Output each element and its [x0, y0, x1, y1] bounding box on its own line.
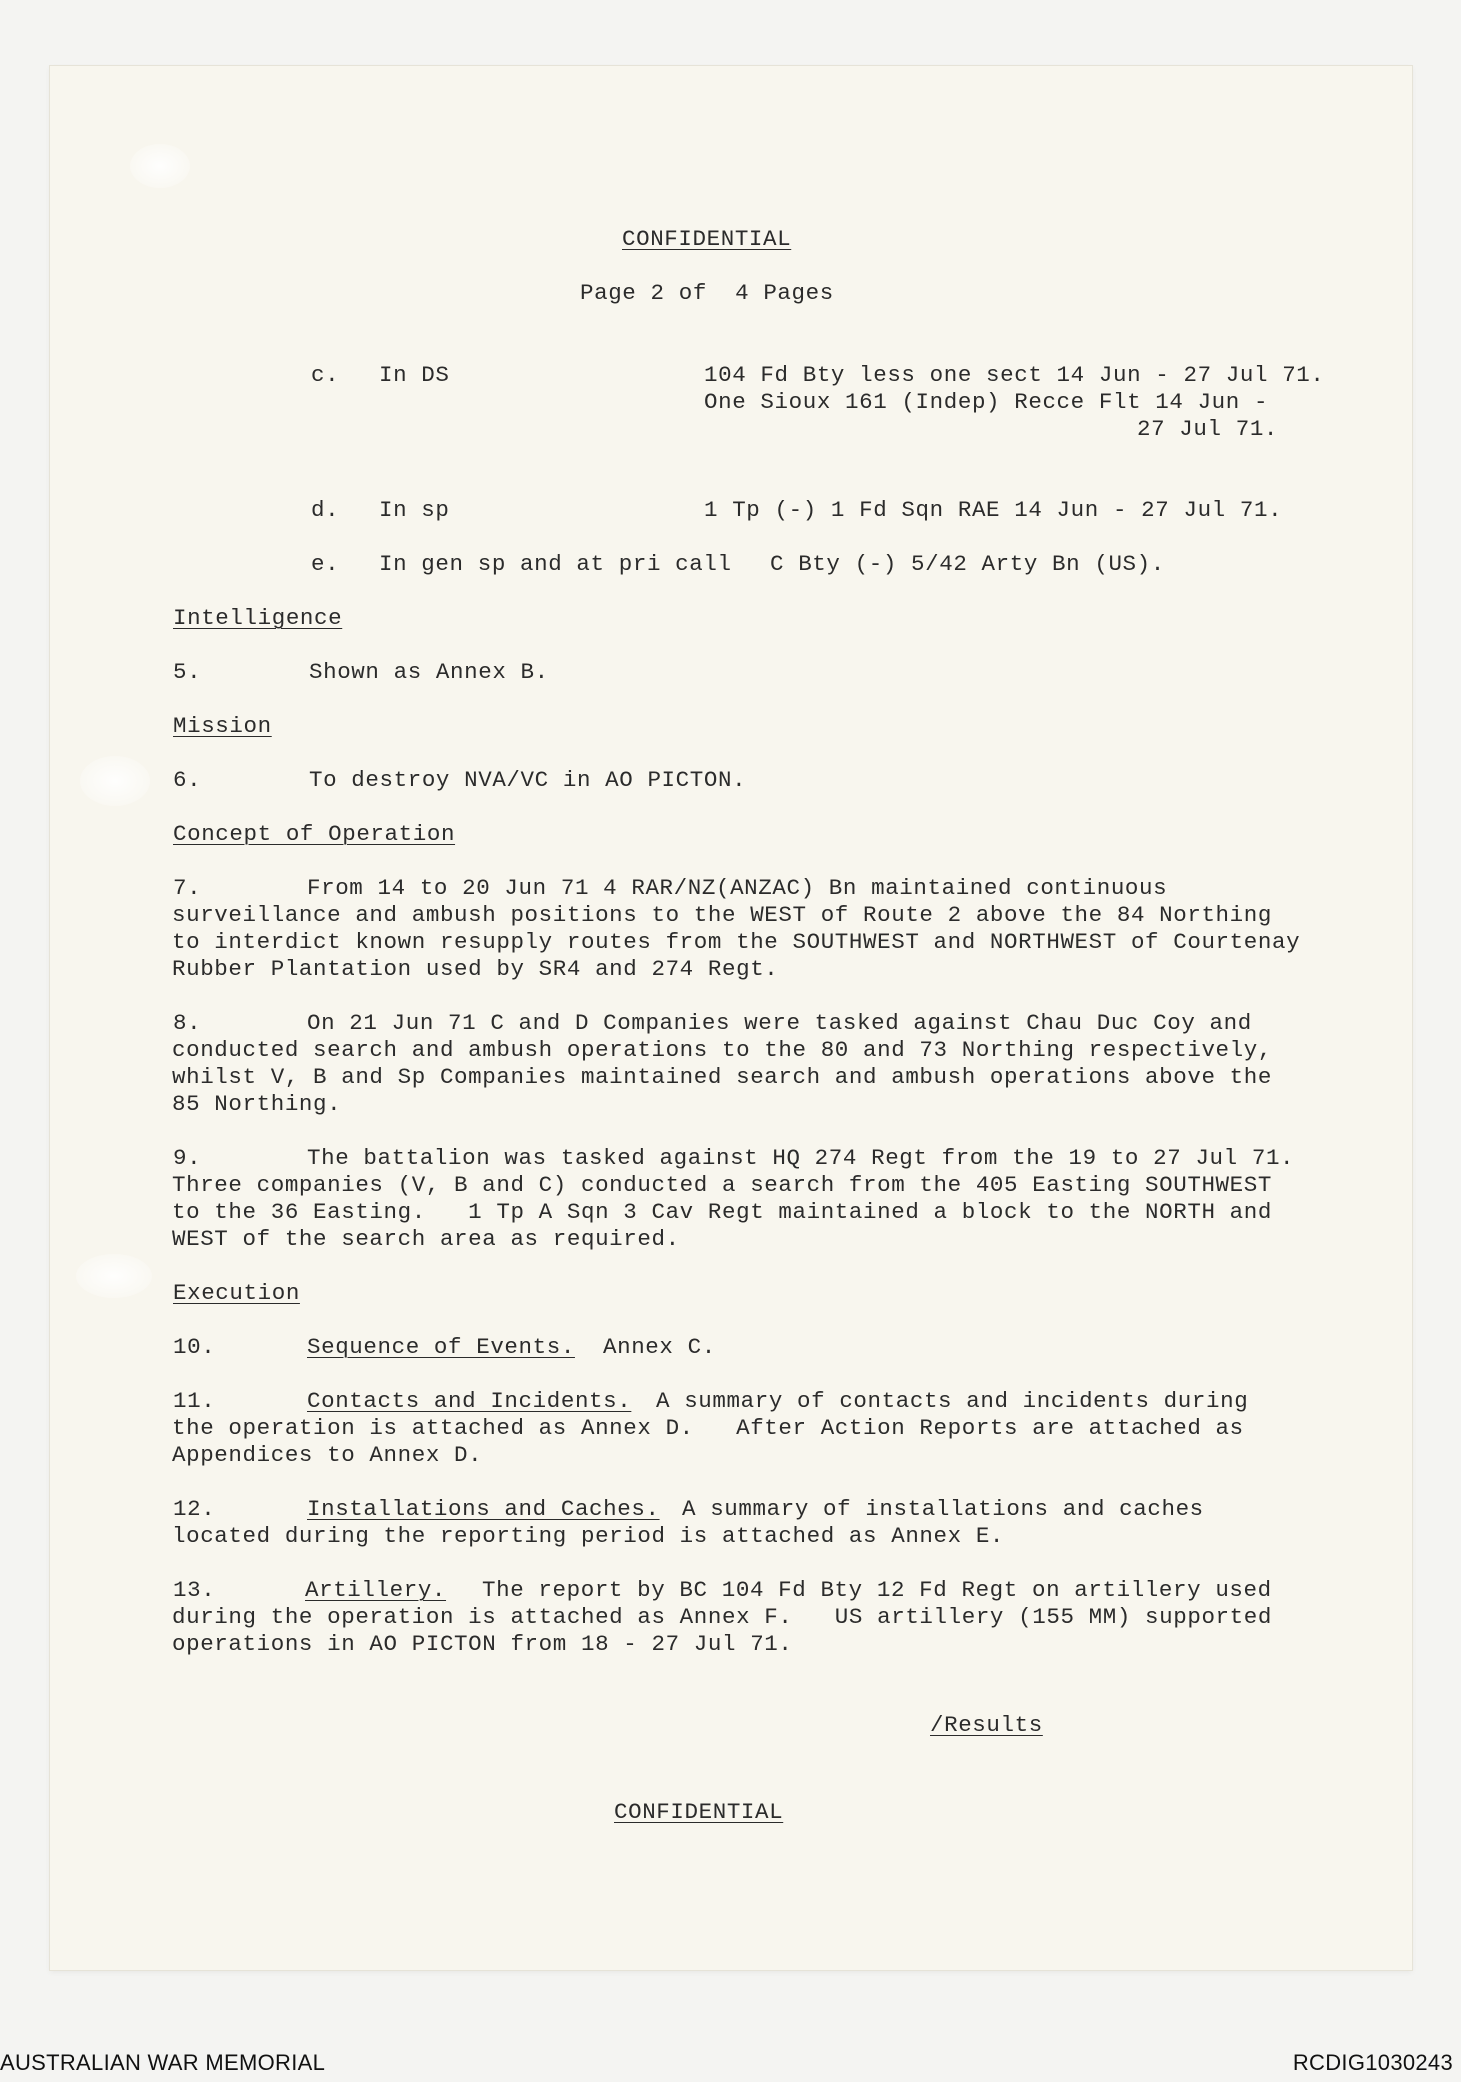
- para-title: Contacts and Incidents.: [307, 1388, 632, 1414]
- support-letter-e: e.: [311, 551, 340, 577]
- para-line: Appendices to Annex D.: [172, 1442, 483, 1468]
- para-text: Annex C.: [603, 1334, 716, 1360]
- para-title: Installations and Caches.: [307, 1496, 660, 1522]
- para-number: 12.: [173, 1496, 216, 1522]
- support-line: C Bty (-) 5/42 Arty Bn (US).: [770, 551, 1165, 577]
- para-text: The report by BC 104 Fd Bty 12 Fd Regt on artillery used: [482, 1577, 1272, 1603]
- para-text: To destroy NVA/VC in AO PICTON.: [309, 767, 747, 793]
- para-line: to interdict known resupply routes from the SOUTHWEST and NORTHWEST of Courtenay: [172, 929, 1301, 955]
- archive-id: RCDIG1030243: [1292, 2050, 1453, 2075]
- para-text: A summary of contacts and incidents during: [656, 1388, 1249, 1414]
- para-title: Sequence of Events.: [307, 1334, 575, 1360]
- support-role-e: In gen sp and at pri call: [379, 551, 732, 577]
- support-letter-c: c.: [311, 362, 340, 388]
- continuation-marker: /Results: [930, 1712, 1043, 1738]
- para-text: A summary of installations and caches: [682, 1496, 1204, 1522]
- page-number: Page 2 of 4 Pages: [580, 280, 834, 306]
- support-line: 1 Tp (-) 1 Fd Sqn RAE 14 Jun - 27 Jul 71.: [704, 497, 1283, 523]
- para-line: conducted search and ambush operations to the 80 and 73 Northing respectively,: [172, 1037, 1272, 1063]
- paper-mark: [76, 1254, 152, 1298]
- para-line: The battalion was tasked against HQ 274 Regt from the 19 to 27 Jul 71.: [307, 1145, 1295, 1171]
- paper-mark: [80, 756, 150, 806]
- classification-footer: CONFIDENTIAL: [614, 1799, 784, 1825]
- para-number: 11.: [173, 1388, 216, 1414]
- para-line: located during the reporting period is attached as Annex E.: [172, 1523, 1005, 1549]
- document-page: [50, 66, 1412, 1970]
- para-number: 7.: [173, 875, 202, 901]
- para-line: to the 36 Easting. 1 Tp A Sqn 3 Cav Regt maintained a block to the NORTH and: [172, 1199, 1272, 1225]
- para-text: Shown as Annex B.: [309, 659, 549, 685]
- para-title: Artillery.: [305, 1577, 447, 1603]
- heading-execution: Execution: [173, 1280, 300, 1306]
- support-role-d: In sp: [379, 497, 450, 523]
- heading-intelligence: Intelligence: [173, 605, 343, 631]
- para-line: WEST of the search area as required.: [172, 1226, 680, 1252]
- para-number: 10.: [173, 1334, 216, 1360]
- para-line: Three companies (V, B and C) conducted a search from the 405 Easting SOUTHWEST: [172, 1172, 1272, 1198]
- para-line: surveillance and ambush positions to the WEST of Route 2 above the 84 Northing: [172, 902, 1272, 928]
- para-line: 85 Northing.: [172, 1091, 342, 1117]
- classification-header: CONFIDENTIAL: [622, 226, 792, 252]
- support-line: 104 Fd Bty less one sect 14 Jun - 27 Jul 71.: [704, 362, 1325, 388]
- para-line: On 21 Jun 71 C and D Companies were tasked against Chau Duc Coy and: [307, 1010, 1252, 1036]
- para-line: the operation is attached as Annex D. After Action Reports are attached as: [172, 1415, 1244, 1441]
- heading-mission: Mission: [173, 713, 272, 739]
- para-line: operations in AO PICTON from 18 - 27 Jul 71.: [172, 1631, 793, 1657]
- para-number: 13.: [173, 1577, 216, 1603]
- para-number: 5.: [173, 659, 202, 685]
- heading-concept-of-operation: Concept of Operation: [173, 821, 456, 847]
- support-line: One Sioux 161 (Indep) Recce Flt 14 Jun -: [704, 389, 1269, 415]
- para-line: Rubber Plantation used by SR4 and 274 Regt.: [172, 956, 779, 982]
- para-line: whilst V, B and Sp Companies maintained search and ambush operations above the: [172, 1064, 1272, 1090]
- support-line: 27 Jul 71.: [1137, 416, 1279, 442]
- support-letter-d: d.: [311, 497, 340, 523]
- para-number: 9.: [173, 1145, 202, 1171]
- paper-mark: [130, 144, 190, 188]
- para-line: during the operation is attached as Annex F. US artillery (155 MM) supported: [172, 1604, 1272, 1630]
- para-line: From 14 to 20 Jun 71 4 RAR/NZ(ANZAC) Bn maintained continuous: [307, 875, 1168, 901]
- support-role-c: In DS: [379, 362, 450, 388]
- para-number: 6.: [173, 767, 202, 793]
- para-number: 8.: [173, 1010, 202, 1036]
- archive-credit: AUSTRALIAN WAR MEMORIAL: [0, 2050, 326, 2075]
